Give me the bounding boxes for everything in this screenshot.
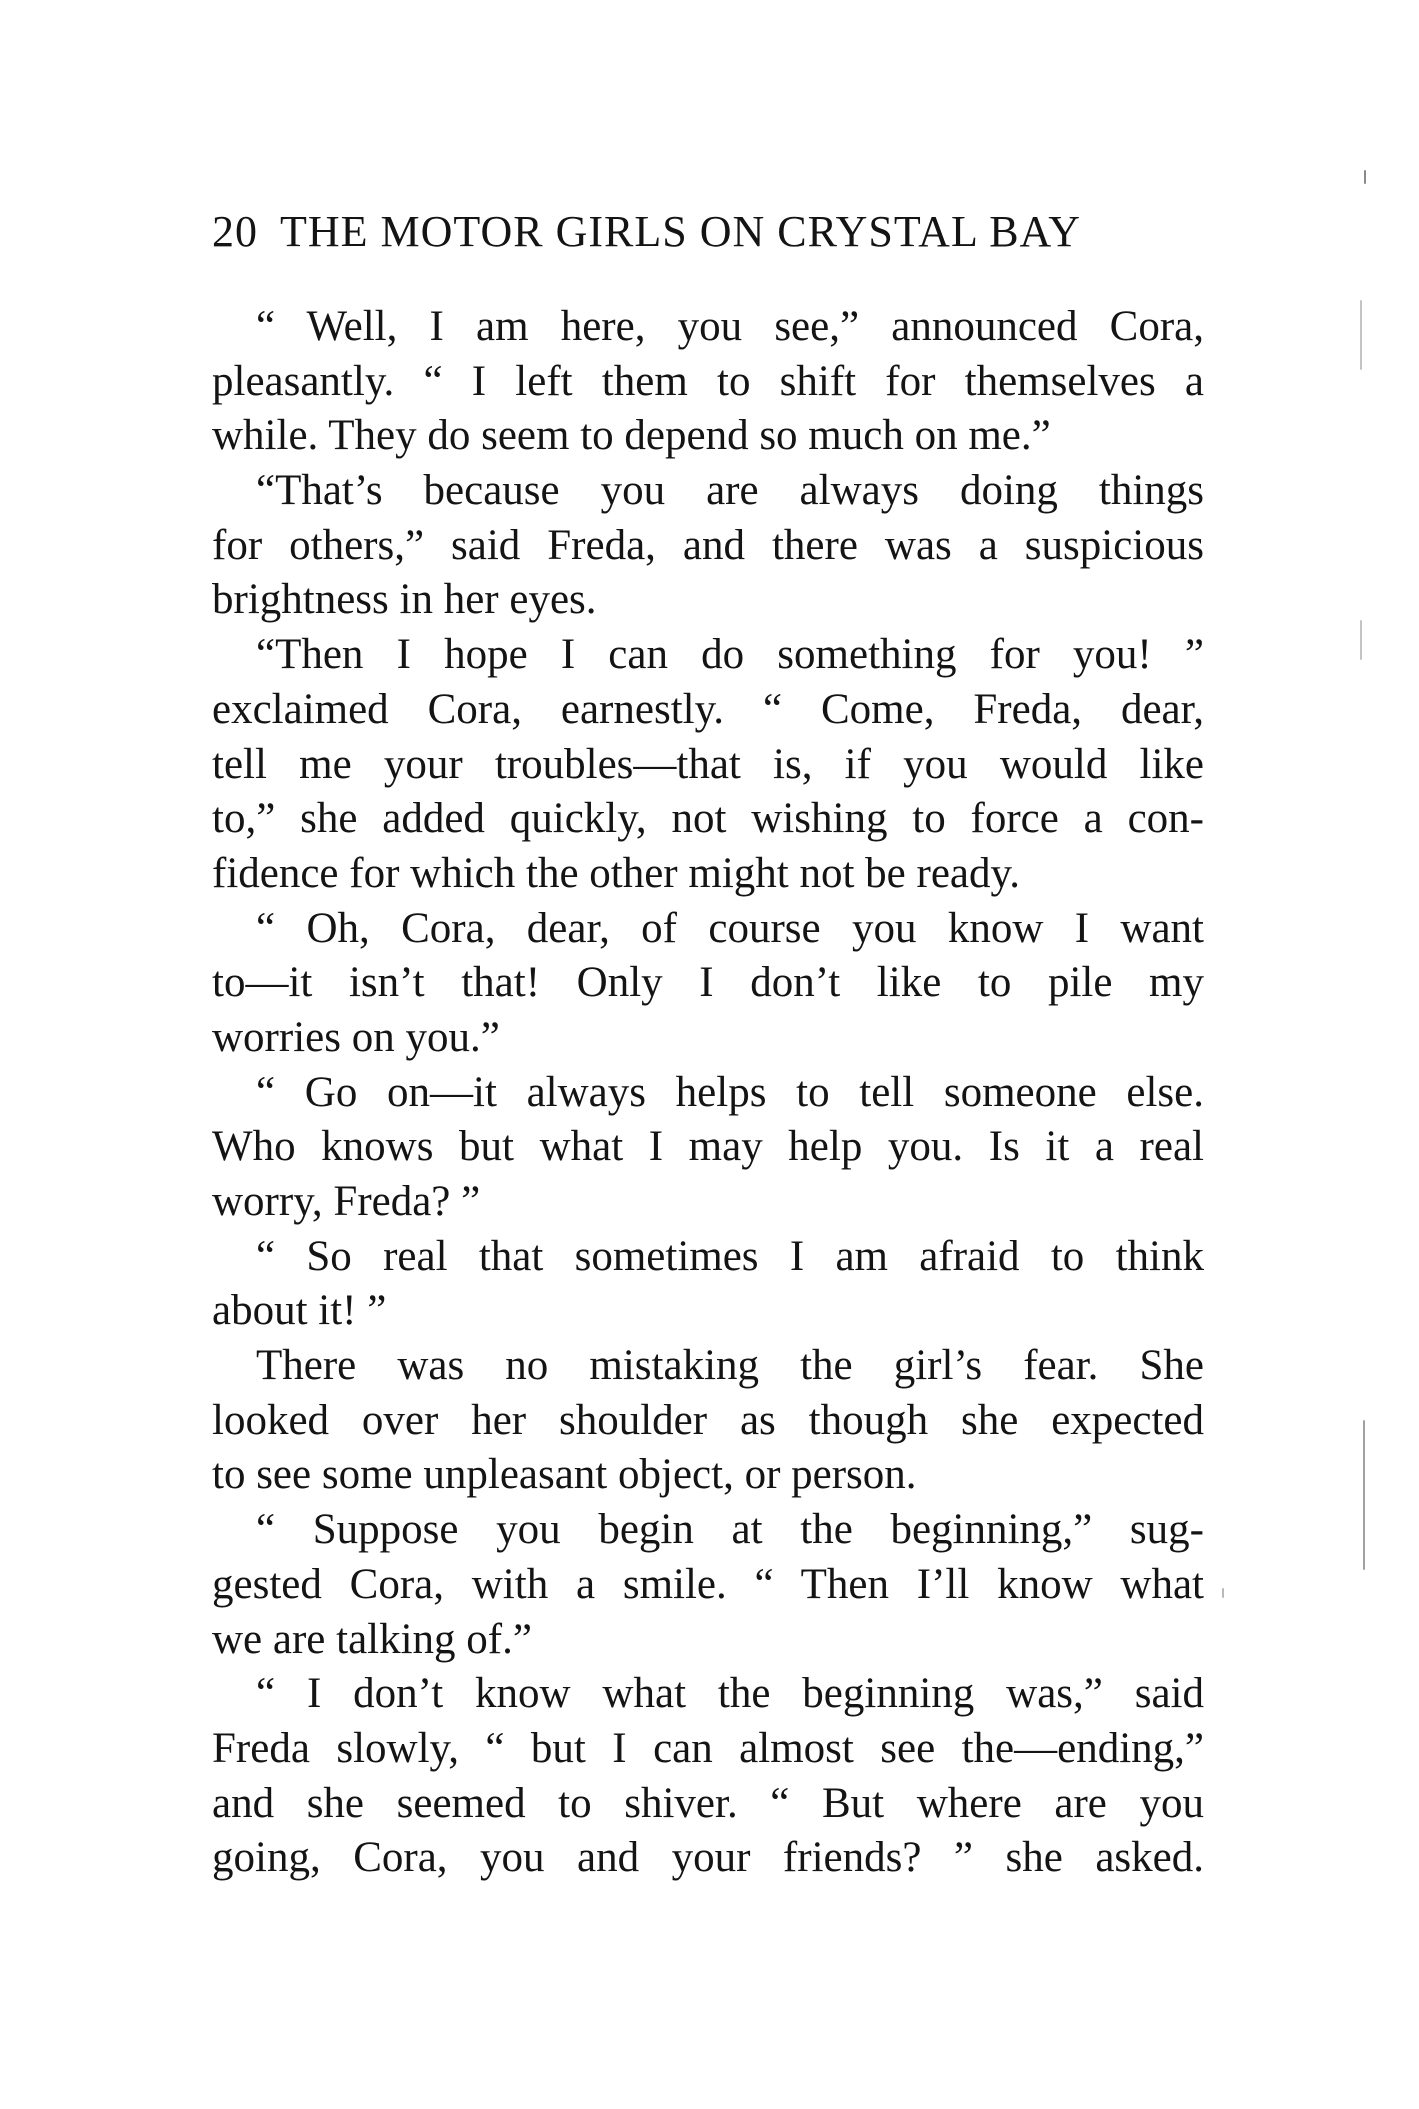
text-line: to,” she added quickly, not wishing to force a con-	[212, 795, 1204, 843]
text-line: tell me your troubles—that is, if you would like	[212, 740, 1204, 788]
body-text	[212, 300, 1204, 1886]
text-line: “ So real that sometimes I am afraid to think	[256, 1232, 1204, 1280]
text-line: pleasantly. “ I left them to shift for themselves a	[212, 357, 1204, 405]
text-line: to see some unpleasant object, or person.	[212, 1451, 917, 1499]
text-line: There was no mistaking the girl’s fear. She	[256, 1342, 1204, 1390]
scan-speck	[1222, 1588, 1224, 1598]
scan-speck	[1363, 1420, 1365, 1570]
text-line: worries on you.”	[212, 1013, 500, 1061]
text-line: about it! ”	[212, 1287, 387, 1335]
text-line: we are talking of.”	[212, 1615, 532, 1663]
page-number: 20	[212, 207, 258, 256]
text-line: for others,” said Freda, and there was a suspicious	[212, 521, 1204, 569]
text-line: looked over her shoulder as though she expected	[212, 1396, 1204, 1444]
text-line: worry, Freda? ”	[212, 1178, 481, 1225]
text-line: going, Cora, you and your friends? ” she asked.	[212, 1834, 1204, 1882]
text-line: “Then I hope I can do something for you! ”	[256, 631, 1204, 679]
text-line: “ Go on—it always helps to tell someone else.	[256, 1068, 1204, 1116]
text-line: fidence for which the other might not be ready.	[212, 849, 1020, 897]
scan-speck	[1360, 620, 1362, 660]
text-line: “ Oh, Cora, dear, of course you know I want	[256, 904, 1204, 952]
running-header	[212, 206, 1212, 258]
text-line: “ Suppose you begin at the beginning,” sug-	[256, 1506, 1204, 1554]
text-line: “That’s because you are always doing things	[256, 467, 1204, 515]
text-line: “ Well, I am here, you see,” announced Cora,	[256, 303, 1204, 350]
text-line: while. They do seem to depend so much on me.”	[212, 412, 1051, 460]
text-line: “ I don’t know what the beginning was,” said	[256, 1670, 1204, 1718]
text-line: Who knows but what I may help you. Is it a real	[212, 1123, 1204, 1171]
scan-speck	[1360, 300, 1362, 370]
text-line: Freda slowly, “ but I can almost see the—ending,”	[212, 1724, 1204, 1772]
text-line: exclaimed Cora, earnestly. “ Come, Freda, dear,	[212, 685, 1204, 733]
text-line: to—it isn’t that! Only I don’t like to pile my	[212, 959, 1204, 1007]
text-line: gested Cora, with a smile. “ Then I’ll know what	[212, 1560, 1204, 1608]
scan-speck	[1364, 170, 1366, 184]
text-line: and she seemed to shiver. “ But where are you	[212, 1779, 1204, 1827]
text-line: brightness in her eyes.	[212, 576, 597, 624]
running-title: THE MOTOR GIRLS ON CRYSTAL BAY	[280, 207, 1082, 256]
